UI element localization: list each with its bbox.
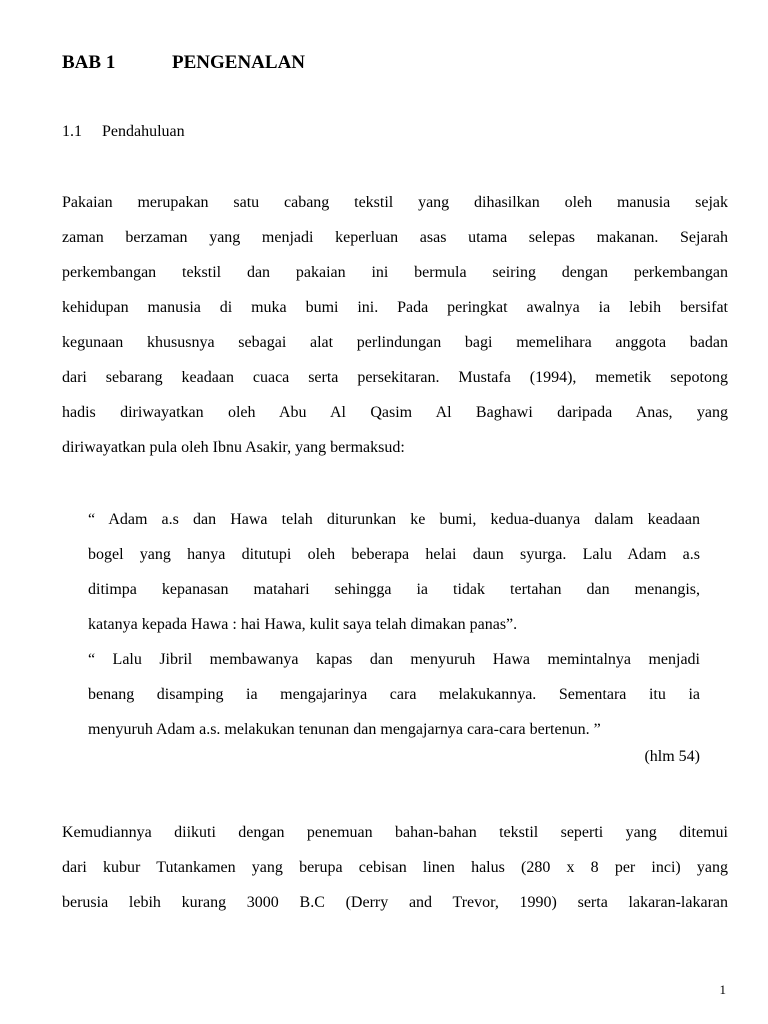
quote-line: bogel yang hanya ditutupi oleh beberapa helai daun syurga. Lalu Adam a.s xyxy=(88,546,700,563)
chapter-label: BAB 1 xyxy=(62,52,116,73)
paragraph-line: dari sebarang keadaan cuaca serta persekitaran. Mustafa (1994), memetik sepotong xyxy=(62,369,728,386)
section-title: Pendahuluan xyxy=(102,123,185,140)
paragraph-intro xyxy=(62,185,728,465)
paragraph-line: Pakaian merupakan satu cabang tekstil yang dihasilkan oleh manusia sejak xyxy=(62,194,728,211)
chapter-heading xyxy=(62,52,306,74)
paragraph-line: kehidupan manusia di muka bumi ini. Pada peringkat awalnya ia lebih bersifat xyxy=(62,299,728,316)
quote-line: “ Adam a.s dan Hawa telah diturunkan ke bumi, kedua-duanya dalam keadaan xyxy=(88,511,700,528)
quote-line: benang disamping ia mengajarinya cara melakukannya. Sementara itu ia xyxy=(88,686,700,703)
paragraph-line: zaman berzaman yang menjadi keperluan asas utama selepas makanan. Sejarah xyxy=(62,229,728,246)
paragraph-line: berusia lebih kurang 3000 B.C (Derry and Trevor, 1990) serta lakaran-lakaran xyxy=(62,894,728,911)
paragraph-line: Kemudiannya diikuti dengan penemuan bahan-bahan tekstil seperti yang ditemui xyxy=(62,824,728,841)
paragraph-line: kegunaan khususnya sebagai alat perlindungan bagi memelihara anggota badan xyxy=(62,334,728,351)
page-number: 1 xyxy=(719,982,726,997)
hadith-quote xyxy=(88,502,700,747)
chapter-title: PENGENALAN xyxy=(172,52,306,73)
quote-line: “ Lalu Jibril membawanya kapas dan menyuruh Hawa memintalnya menjadi xyxy=(88,651,700,668)
quote-line: menyuruh Adam a.s. melakukan tenunan dan mengajarnya cara-cara bertenun. ” xyxy=(88,721,601,738)
paragraph-line: diriwayatkan pula oleh Ibnu Asakir, yang bermaksud: xyxy=(62,439,405,456)
quote-line: ditimpa kepanasan matahari sehingga ia tidak tertahan dan menangis, xyxy=(88,581,700,598)
paragraph-line: perkembangan tekstil dan pakaian ini bermula seiring dengan perkembangan xyxy=(62,264,728,281)
quote-citation: (hlm 54) xyxy=(644,748,700,765)
paragraph-line: hadis diriwayatkan oleh Abu Al Qasim Al Baghawi daripada Anas, yang xyxy=(62,404,728,421)
paragraph-continuation xyxy=(62,815,728,920)
section-number: 1.1 xyxy=(62,123,82,140)
section-heading xyxy=(62,123,185,141)
paragraph-line: dari kubur Tutankamen yang berupa cebisan linen halus (280 x 8 per inci) yang xyxy=(62,859,728,876)
quote-line: katanya kepada Hawa : hai Hawa, kulit saya telah dimakan panas”. xyxy=(88,616,518,633)
